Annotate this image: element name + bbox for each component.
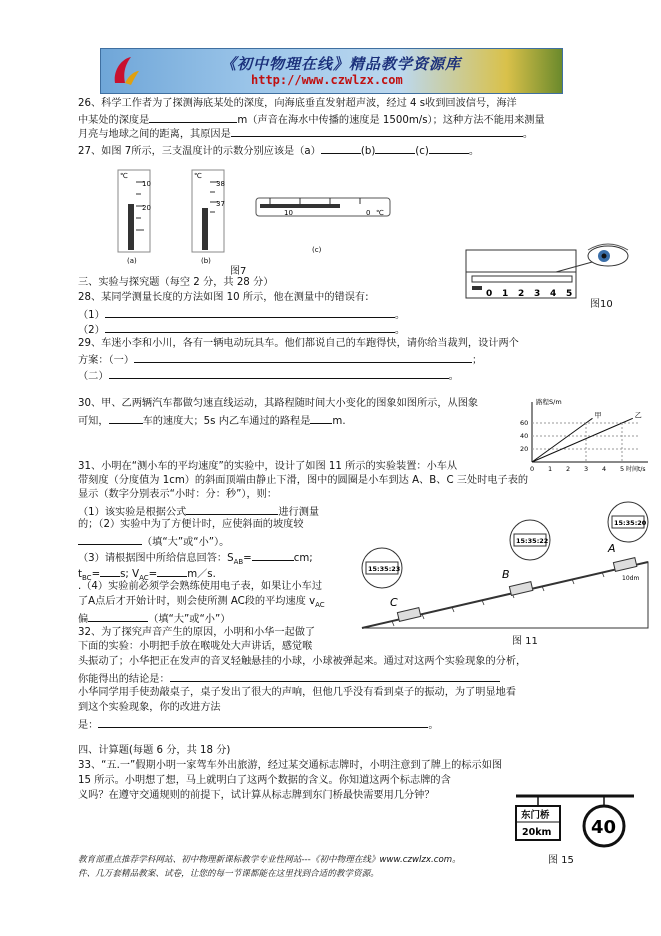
q31-line10-text: 了A点后才开始计时，则会使所测 AC段的平均速度 v: [78, 596, 316, 607]
fig7-a-unit: ℃: [120, 172, 128, 180]
q26-reason-blank[interactable]: [231, 125, 523, 137]
q31-tbc-sub: BC: [82, 574, 92, 583]
q28-item-2-end: 。: [394, 325, 406, 336]
label-b: B: [502, 568, 510, 581]
q33-line1: 33、“五.一”假期小明一家驾车外出旅游，经过某交通标志牌时，小明注意到了牌上的标示如图: [78, 760, 503, 771]
q31-line10-sub: AC: [315, 601, 325, 610]
thermometer-b: [192, 170, 225, 264]
q31-line2: 带刻度（分度值为 1cm）的斜面顶端由静止下滑，图中的圆圈是小车到达 A、B、C 三处时电子表的: [78, 475, 529, 486]
fig7-c-tick-0: 0: [366, 209, 371, 217]
q32-line6: 到这个实验现象，你的改进方法: [78, 702, 221, 713]
thermometer-c: [256, 198, 390, 254]
chart-series-ext: [586, 418, 592, 423]
q28-blank-2[interactable]: [105, 321, 395, 333]
q31-line11-text: （填“大”或“小”）: [148, 614, 231, 625]
chart-y-tick: 40: [520, 432, 529, 440]
q27-end: 。: [468, 146, 480, 157]
clock-c: [362, 548, 402, 588]
ruler-tick-4: 4: [550, 289, 557, 299]
q28-text: 28、某同学测量长度的方法如图 10 所示，他在测量中的错误有:: [78, 292, 369, 303]
ruler-tick-1: 1: [502, 289, 509, 299]
q27-blank-b[interactable]: [375, 142, 415, 154]
chart-y-tick: 20: [520, 445, 529, 453]
q31-sab-blank[interactable]: [252, 549, 294, 561]
distance-time-chart: [512, 396, 658, 472]
banner-title: 《初中物理在线》精品教学资源库: [221, 55, 462, 73]
q32-line7: [78, 716, 439, 733]
q31-formula-blank[interactable]: [186, 503, 278, 515]
q33-line3: 义吗？在遵守交通规则的前提下，试计算从标志牌到东门桥最快需要用几分钟？: [78, 790, 435, 801]
q29-line3: [78, 367, 459, 384]
q31-line8-t: t: [78, 569, 82, 580]
fig7-c-tick-10: 10: [284, 209, 293, 217]
q31-vac-blank[interactable]: [157, 565, 187, 577]
q29-line3-end: 。: [448, 371, 459, 382]
q31-line5: 的；（2）实验中为了方便计时，应使斜面的坡度较: [78, 519, 304, 530]
figure-15: [510, 782, 640, 862]
q32-line5: 小华同学用手使劲敲桌子，桌子发出了很大的声响，但他几乎没有看到桌子的振动，为了明显地看: [78, 687, 517, 698]
q31-line11: [78, 610, 230, 627]
q32-line7-prefix: 是：: [78, 720, 99, 731]
fig7-c-label: (c): [312, 246, 322, 254]
distance-sign: [516, 806, 560, 840]
q31-slope-blank[interactable]: [78, 533, 142, 545]
label-a: A: [608, 542, 616, 555]
q32-method-blank[interactable]: [98, 716, 428, 728]
q27-line: [78, 142, 479, 159]
q31-line7-eq: =: [243, 553, 252, 564]
q30-line2-prefix: 可知，: [78, 416, 109, 427]
q31-line1: 31、小明在“测小车的平均速度”的实验中，设计了如图 11 所示的实验装置：小车从: [78, 461, 458, 472]
q32-line7-end: 。: [428, 720, 439, 731]
figure-11: [352, 500, 656, 650]
q28-blank-1[interactable]: [105, 306, 395, 318]
clock-c-time: 15:35:23: [368, 565, 401, 573]
chart-x-tick: 0: [530, 465, 535, 472]
sign-speed: 40: [591, 817, 617, 838]
q26-line2-prefix: 中某处的深度是: [78, 115, 150, 126]
logo-icon: [107, 53, 143, 89]
chart-x-tick: 4: [602, 465, 607, 472]
q30-line2: [78, 412, 346, 429]
q27-blank-c[interactable]: [429, 142, 469, 154]
q31-line8-eq2: =: [148, 569, 158, 580]
q28-item-2-label: （2）: [78, 325, 105, 336]
chart-x-label: 时间t/s: [626, 466, 646, 472]
q29-plan2-blank[interactable]: [109, 367, 449, 379]
q31-line9: .（4）实验前必须学会熟练使用电子表，如果让小车过: [78, 581, 323, 592]
q31-line3: 显示（数字分别表示“小时：分：秒”），则：: [78, 489, 278, 500]
q32-line4: [78, 670, 500, 687]
fig7-caption: 图7: [230, 266, 247, 277]
speed-limit-sign: [584, 806, 624, 846]
q31-line7-prefix: （3）请根据图中所给信息回答：S: [78, 553, 234, 564]
eye-icon: [588, 244, 628, 266]
section-3-heading: 三、实验与探究题（每空 2 分，共 28 分）: [78, 277, 274, 288]
q31-line8-unit: m／s.: [187, 569, 216, 580]
q26-line2-suffix: m（声音在海水中传播的速度是 1500m/s）；这种方法不能用来测量: [237, 115, 545, 126]
chart-series-ext: [622, 418, 633, 423]
chart-x-tick: 5: [620, 465, 625, 472]
q26-line3-prefix: 月亮与地球之间的距离，其原因是: [78, 129, 231, 140]
clock-a: [608, 502, 648, 542]
clock-a-time: 15:35:20: [614, 519, 647, 527]
chart-series-line-yi: [532, 423, 622, 462]
chart-series-label: 乙: [634, 411, 642, 420]
fig7-b-tick-37: 37: [216, 200, 225, 208]
fig7-a-tick-20: 20: [142, 204, 151, 212]
figure-10: [464, 236, 634, 304]
label-dm: 10dm: [622, 575, 640, 582]
q29-plan1-blank[interactable]: [134, 351, 472, 363]
q31-line6: [78, 533, 229, 550]
q30-line2-mid: 车的速度大；5s 内乙车通过的路程是: [142, 416, 311, 427]
fig7-a-tick-10: 10: [142, 180, 151, 188]
q29-plan1-label: 方案：（一）: [78, 355, 135, 366]
q26-line1: 26、科学工作者为了探测海底某处的深度，向海底垂直发射超声波，经过 4 s收到回波信号，海洋: [78, 98, 517, 109]
banner-url[interactable]: http://www.czwlzx.com: [251, 73, 403, 87]
header-banner: [100, 48, 563, 94]
ruler-tick-5: 5: [566, 289, 573, 299]
fig11-caption: 图 11: [512, 636, 538, 647]
q31-tbc-blank[interactable]: [100, 565, 120, 577]
q30-distance-blank[interactable]: [310, 412, 332, 424]
q32-line4-text: 你能得出的结论是：: [78, 674, 170, 685]
q33-line2: 15 所示。小明想了想，马上就明白了这两个数据的含义。你知道这两个标志牌的含: [78, 775, 451, 786]
section-4-heading: 四、计算题(每题 6 分，共 18 分): [78, 745, 231, 756]
thermometer-a: [118, 170, 151, 264]
q28-item-1-label: （1）: [78, 310, 105, 321]
q27-prefix: 27、如图 7所示，三支温度计的示数分别应该是（a）: [78, 146, 321, 157]
sign-distance: 20km: [522, 827, 552, 838]
q27-b-label: (b): [360, 146, 376, 157]
q30-car-blank[interactable]: [109, 412, 143, 424]
chart-series-label: 甲: [594, 411, 602, 420]
q31-line4-suffix: 进行测量: [278, 507, 320, 518]
q27-blank-a[interactable]: [321, 142, 361, 154]
q31-bias-blank[interactable]: [88, 610, 148, 622]
q29-line2-end: ；: [472, 355, 483, 366]
q26-line3: [78, 125, 533, 142]
q31-line8-eq: =: [91, 569, 101, 580]
ruler-tick-2: 2: [518, 289, 525, 299]
ruler-tick-3: 3: [534, 289, 541, 299]
q30-line1: 30、甲、乙两辆汽车都做匀速直线运动，其路程随时间大小变化的图象如图所示，从图象: [78, 398, 479, 409]
chart-x-tick: 3: [584, 465, 589, 472]
fig7-a-label: (a): [127, 257, 137, 264]
chart-x-tick: 2: [566, 465, 571, 472]
fig7-b-unit: ℃: [194, 172, 202, 180]
chart-y-tick: 60: [520, 419, 529, 427]
clock-b: [510, 520, 550, 560]
q26-depth-blank[interactable]: [149, 111, 237, 123]
q29-line2: [78, 351, 482, 368]
footer-line1: 教育部重点推荐学科网站、初中物理新课标教学专业性网站---《初中物理在线》www.czwlzx.com。: [78, 855, 461, 865]
q31-line8-v: s; V: [120, 569, 140, 580]
q26-line3-end: 。: [522, 129, 533, 140]
fig7-c-unit: ℃: [376, 209, 384, 217]
fig10-caption: 图10: [590, 299, 613, 310]
q28-item-2: [78, 321, 405, 338]
q29-line1: 29、车迷小李和小川，各有一辆电动玩具车。他们都说自己的车跑得快，请你给当裁判，设计两个: [78, 338, 519, 349]
q32-line2: 下面的实验：小明把手放在喉咙处大声讲话，感觉喉: [78, 641, 313, 652]
chart-y-label: 路程S/m: [536, 398, 562, 406]
footer-line2: 件、几万套精品教案、试卷，让您的每一节课都能在这里找到合适的教学资源。: [78, 869, 379, 879]
q31-line7-unit: cm;: [293, 553, 313, 564]
chart-x-tick: 1: [548, 465, 553, 472]
fig15-caption: 图 15: [548, 855, 574, 866]
q32-line3: 头振动了；小华把正在发声的音叉轻触悬挂的小球，小球被弹起来。通过对这两个实验现象的分析，: [78, 656, 527, 667]
q31-line6-text: （填“大”或“小”）。: [142, 537, 230, 548]
sign-place: 东门桥: [521, 810, 550, 821]
q31-line4-prefix: （1）该实验是根据公式: [78, 507, 187, 518]
q28-item-1-end: 。: [394, 310, 406, 321]
label-c: C: [390, 596, 398, 609]
figure-7: [100, 164, 400, 264]
q30-line2-end: m.: [332, 416, 346, 427]
q31-line11-prefix: 偏: [78, 614, 89, 625]
q27-c-label: (c): [415, 146, 429, 157]
fig7-b-label: (b): [201, 257, 211, 264]
q32-conclusion-blank[interactable]: [170, 670, 500, 682]
q31-vac-sub: AC: [139, 574, 149, 583]
q29-plan2-label: （二）: [78, 371, 109, 382]
ruler-tick-0: 0: [486, 289, 493, 299]
q32-line1: 32、为了探究声音产生的原因，小明和小华一起做了: [78, 627, 316, 638]
fig7-b-tick-38: 38: [216, 180, 225, 188]
q31-sab-sub: AB: [233, 558, 244, 567]
clock-b-time: 15:35:22: [516, 537, 549, 545]
